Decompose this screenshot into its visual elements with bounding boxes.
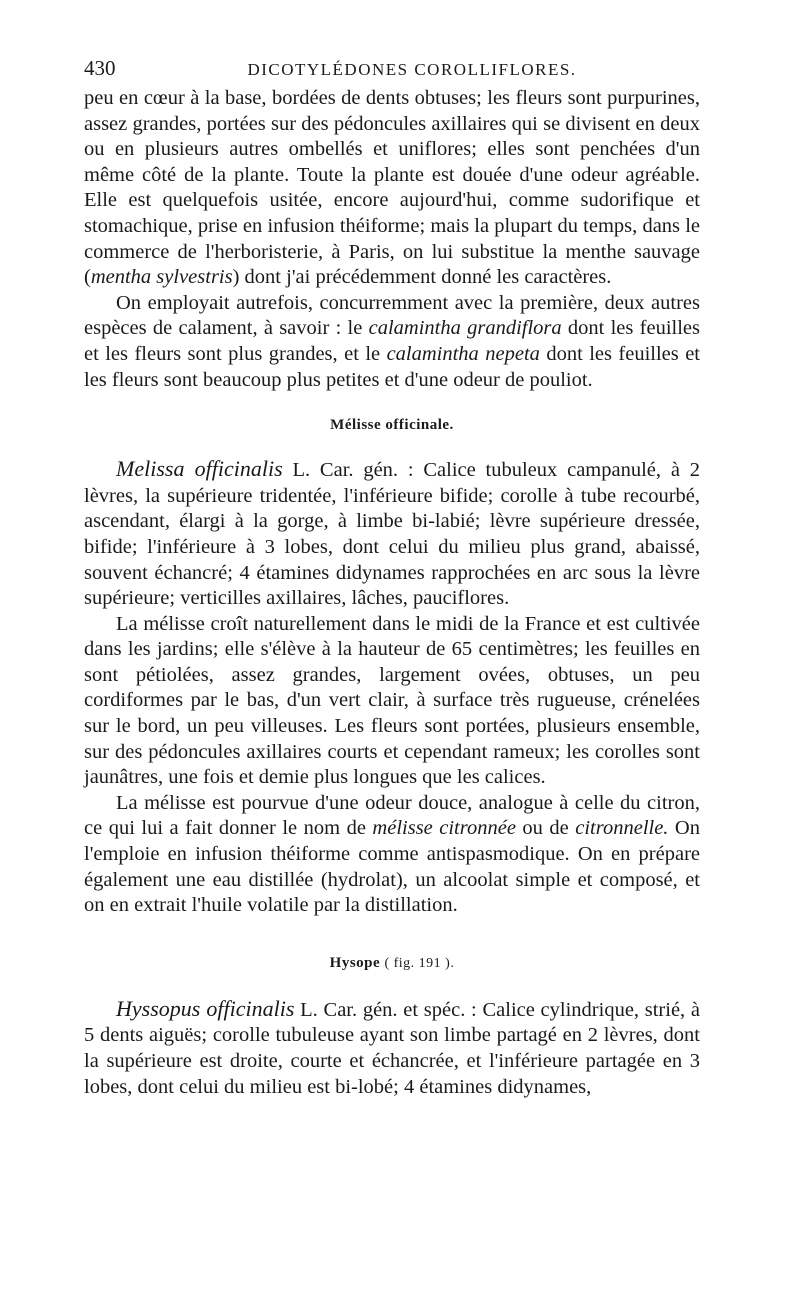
paragraph-text: L. Car. gén. et spéc. : Calice cylindrique, strié, à 5 dents aiguës; corolle tubuleuse ayant son limbe partagé en 2 lèvres, dont la supérieure est droite, courte et échancrée, et l'inférieure partagée en 3 lobes, dont celui du milieu est bi-lobé; 4 étamines didynames, [84,998,700,1098]
paragraph-hyssopus-characters [84,996,700,1100]
paragraph-calament [84,291,700,393]
paragraph-text: dont les feuilles et les fleurs sont beaucoup plus petites et d'une odeur de pouliot. [84,342,700,391]
paragraph-text: ) dont j'ai précédemment donné les caractères. [232,266,612,289]
paragraph-continued [84,86,700,291]
latin-name: Melissa officinalis [116,456,283,482]
italic-term: mentha sylvestris [90,266,233,289]
paragraph-text: peu en cœur à la base, bordées de dents obtuses; les fleurs sont purpurines, assez grandes, portées sur des pédoncules axillaires qui se divisent en deux ou en plusieurs autres ombellés et uniflores; elles sont penchées d'un même côté de la plante. Toute la plante est douée d'une odeur agréable. Elle est quelquefois usitée, encore aujourd'hui, comme sudorifique et stomachique, prise en infusion théiforme; mais la plupart du temps, dans le commerce de l'herboristerie, à Paris, on lui substitue la menthe sauvage ( [84,87,700,289]
paragraph-text: La mélisse est pourvue d'une odeur douce, analogue à celle du citron, ce qui lui a fait donner le nom de [84,791,700,840]
section-heading-hysope [84,955,700,972]
section-heading-melisse: Mélisse officinale. [330,417,454,434]
paragraph-melissa-characters [84,456,700,612]
paragraph-melissa-usage [84,791,700,919]
paragraph-text: On l'emploie en infusion théiforme comme antispasmodique. On en prépare également une eau distillée (hydrolat), un alcoolat simple et composé, et on en extrait l'huile volatile par la distillation. [84,817,700,917]
latin-name: Hyssopus officinalis [116,995,295,1021]
italic-term: mélisse citronnée [372,817,516,840]
paragraph-text: L. Car. gén. : Calice tubuleux campanulé, à 2 lèvres, la supérieure tridentée, l'inférieure bifide; corolle à tube recourbé, ascendant, élargi à la gorge, à limbe bi-labié; lèvre supérieure dressée, bifide; l'inférieure à 3 lobes, dont celui du milieu plus grand, abaissé, souvent échancré; 4 étamines didynames rapprochées en arc sous la lèvre supérieure; verticilles axillaires, lâches, pauciflores. [84,459,700,610]
running-title: DICOTYLÉDONES COROLLIFLORES. [247,60,577,79]
paragraph-text: On employait autrefois, concurremment avec la première, deux autres espèces de calament, à savoir : le [84,291,700,340]
running-head [84,48,700,86]
italic-term: calamintha nepeta [386,342,540,365]
heading-text: Hysope [329,954,381,971]
figure-reference: ( fig. 191 ). [384,955,455,971]
paragraph-text: dont les feuilles et les fleurs sont plus grandes, et le [84,317,700,365]
italic-term: calamintha grandiflora [368,317,562,340]
paragraph-melissa-description: La mélisse croît naturellement dans le midi de la France et est cultivée dans les jardins; elle s'élève à la hauteur de 65 centimètres; les feuilles en sont pétiolées, assez grandes, largement ovées, obtuses, un peu cordiformes par le bas, d'un vert clair, à surface très rugueuse, crénelées sur le bord, un peu villeuses. Les fleurs sont portées, plusieurs ensemble, sur des pédoncules axillaires courts et cependant rameux; les corolles sont jaunâtres, une fois et demie plus longues que les calices. [84,612,700,789]
paragraph-text: ou de [515,817,576,840]
page-number: 430 [84,56,116,80]
italic-term: citronnelle. [575,817,669,840]
